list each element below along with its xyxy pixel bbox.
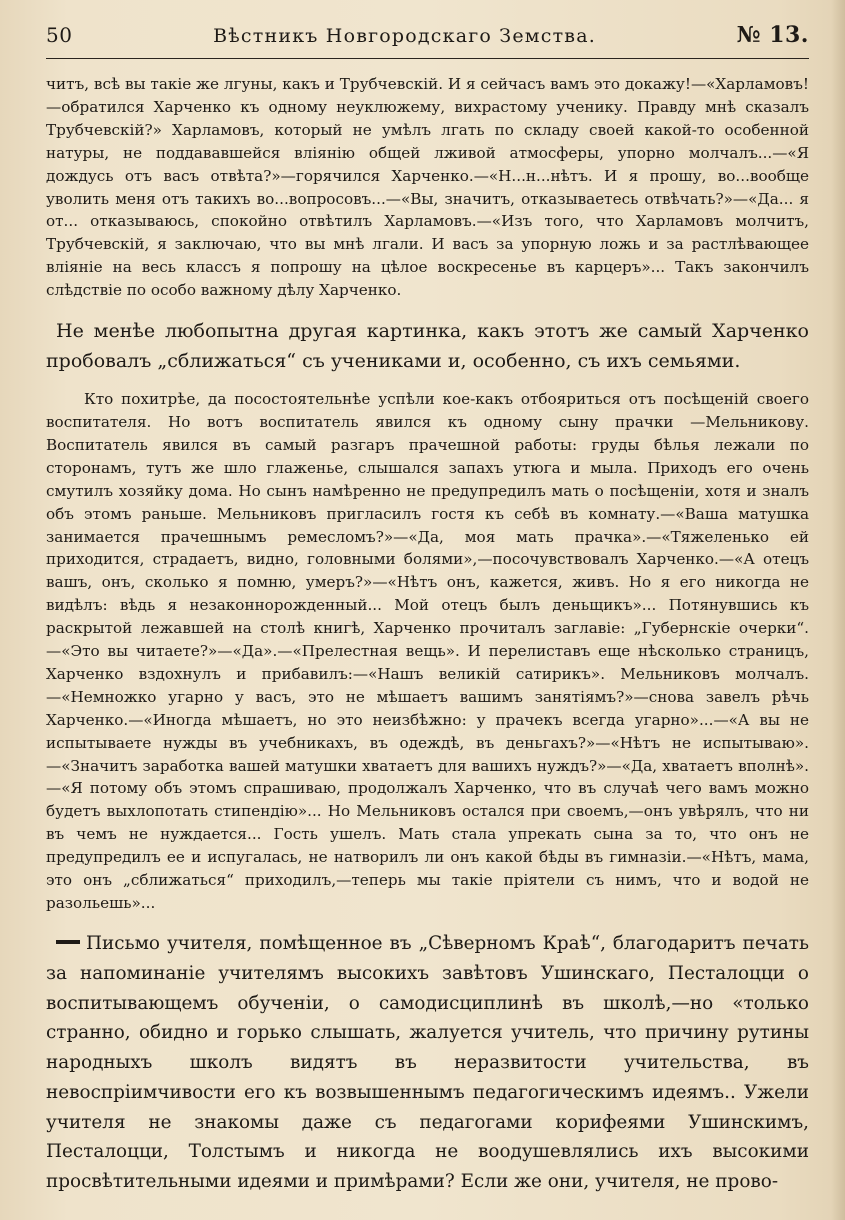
paragraph-3: Кто похитрѣе, да посостоятельнѣе успѣли кое-какъ отбояриться отъ посѣщеній своего воспитателя. Но вотъ воспитатель явился къ одному сыну прачки —Мельникову. Воспитатель явился въ самый разгаръ прачешной работы: груды бѣлья лежали по сторонамъ, тутъ же шло глаженье, слышался запахъ утюга и мыла. Приходъ его очень смутилъ хозяйку дома. Но сынъ намѣренно не предупредилъ мать о посѣщеніи, хотя и зналъ объ этомъ раньше. Мельниковъ пригласилъ гостя къ себѣ въ комнату.—«Ваша матушка занимается прачешнымъ ремесломъ?»—«Да, моя мать прачка».—«Тяжеленько ей приходится, страдаетъ, видно, головными болями»,—посочувствовалъ Харченко.—«А отецъ вашъ, онъ, сколько я помню, умеръ?»—«Нѣтъ онъ, кажется, живъ. Но я его никогда не видѣлъ: вѣдь я незаконнорожденный... Мой отецъ былъ деньщикъ»... Потянувшись къ раскрытой лежавшей на столѣ книгѣ, Харченко прочиталъ заглавіе: „Губернскіе очерки“.—«Это вы читаете?»—«Да».—«Прелестная вещь». И перелиставъ еще нѣсколько страницъ, Харченко вздохнулъ и прибавилъ:—«Нашъ великій сатирикъ». Мельниковъ молчалъ.—«Немножко угарно у васъ, это не мѣшаетъ вашимъ занятіямъ?»—снова завелъ рѣчь Харченко.—«Иногда мѣшаетъ, но это неизбѣжно: у прачекъ всегда угарно»...—«А вы не испытываете нужды въ учебникахъ, въ одеждѣ, въ деньгахъ?»—«Нѣтъ не испытываю».—«Значитъ заработка вашей матушки хватаетъ для вашихъ нуждъ?»—«Да, хватаетъ вполнѣ».—«Я потому объ этомъ спрашиваю, продолжалъ Харченко, что въ случаѣ чего вамъ можно будетъ выхлопотать стипендію»... Но Мельниковъ остался при своемъ,—онъ увѣрялъ, что ни въ чемъ не нуждается... Гость ушелъ. Мать стала упрекать сына за то, что онъ не предупредилъ ее и испугалась, не натворилъ ли онъ какой бѣды въ гимназіи.—«Нѣтъ, мама, это онъ „сближаться“ приходилъ,—теперь мы такіе пріятели съ нимъ, что и водой не разольешь»... [46,390,809,912]
running-title: Вѣстникъ Новгородскаго Земства. [213,25,596,47]
paragraph-1: читъ, всѣ вы такіе же лгуны, какъ и Трубчевскій. И я сейчасъ вамъ это докажу!—«Харламовъ!—обратился Харченко къ одному неуклюжему, вихрастому ученику. Правду мнѣ сказалъ Трубчевскій?» Харламовъ, который не умѣлъ лгать по складу своей какой-то особенной натуры, не поддававшейся вліянію общей лживой атмосферы, упорно молчалъ...—«Я дождусь отъ васъ отвѣта?»—горячился Харченко.—«Н...н...нѣтъ. И я прошу, во...вообще уволить меня отъ такихъ во...вопросовъ...—«Вы, значитъ, отказываетесь отвѣчать?»—«Да... я от... отказываюсь, спокойно отвѣтилъ Харламовъ.—«Изъ того, что Харламовъ молчитъ, Трубчевскій, я заключаю, что вы мнѣ лгали. И васъ за упорную ложь и за растлѣвающее вліяніе на весь классъ я попрошу на цѣлое воскресенье въ карцеръ»... Такъ закончилъ слѣдствіе по особо важному дѣлу Харченко. [46,75,809,300]
paragraph-4-text: Письмо учителя, помѣщенное въ „Сѣверномъ Краѣ“, благодаритъ печать за напоминаніе учителямъ высокихъ завѣтовъ Ушинскаго, Песталоцци о воспитывающемъ обученіи, о самодисциплинѣ въ школѣ,—но «только странно, обидно и горько слышать, жалуется учитель, что причину рутины народныхъ школъ видятъ въ неразвитости учительства, въ невоспріимчивости его къ возвышеннымъ педагогическимъ идеямъ.. Ужели учителя не знакомы даже съ педагогами корифеями Ушинскимъ, Песталоцци, Толстымъ и никогда не воодушевлялись ихъ высокими просвѣтительными идеями и примѣрами? Если же они, учителя, не прово- [46,932,809,1193]
header-rule [46,58,809,59]
paragraph-2: Не менѣе любопытна другая картинка, какъ этотъ же самый Харченко пробовалъ „сближаться“ съ учениками и, особенно, съ ихъ семьями. [46,320,809,373]
page-header [46,22,809,50]
paragraph-4 [46,929,809,1197]
section-dash-icon [56,940,80,944]
page-edge-shadow [831,0,845,1220]
page-number: 50 [46,23,73,47]
issue-number: № 13. [736,22,809,48]
